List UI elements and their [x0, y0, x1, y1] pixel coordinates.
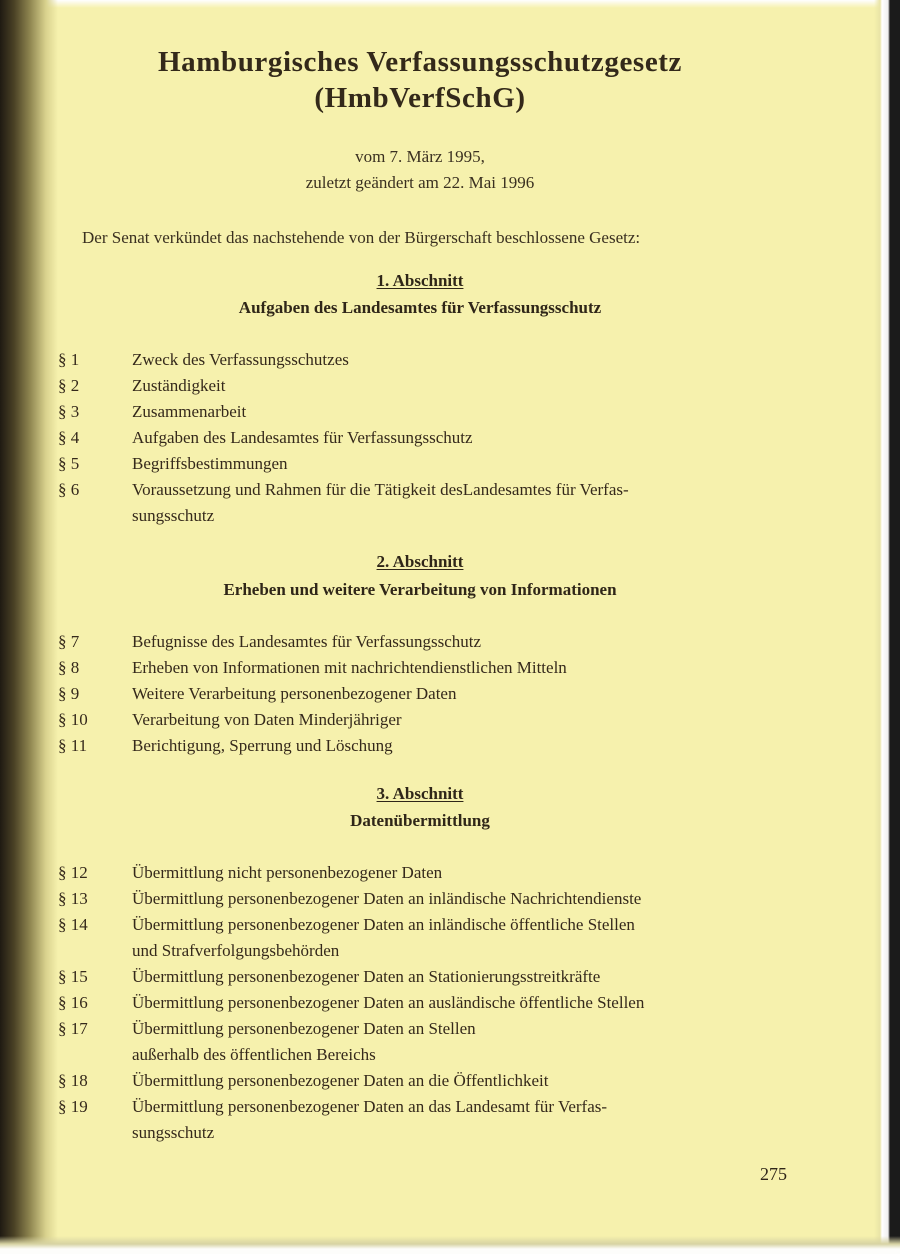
paragraph-title: Übermittlung personenbezogener Daten an Stationierungsstreitkräfte [132, 967, 601, 986]
paragraph-title: Übermittlung personenbezogener Daten an inländische öffentliche Stellen [132, 915, 635, 934]
paragraph-number: § 5 [58, 454, 80, 473]
paragraph-number: § 9 [58, 684, 80, 703]
page-top-edge [0, 0, 900, 8]
paragraph-number: § 12 [58, 863, 88, 882]
paragraph-title-continuation: sungsschutz [132, 506, 215, 525]
paragraph-title-continuation: und Strafverfolgungsbehörden [132, 941, 340, 960]
paragraph-title: Zusammenarbeit [132, 402, 247, 421]
paragraph-number: § 16 [58, 993, 88, 1012]
paragraph-number: § 4 [58, 428, 80, 447]
paragraph-number: § 15 [58, 967, 88, 986]
paragraph-number: § 3 [58, 402, 80, 421]
paragraph-title: Berichtigung, Sperrung und Löschung [132, 736, 393, 755]
paragraph-title: Weitere Verarbeitung personenbezogener Daten [132, 684, 457, 703]
page-right-edge [874, 0, 900, 1254]
paragraph-number: § 13 [58, 889, 88, 908]
paragraph-number: § 19 [58, 1097, 88, 1116]
paragraph-number: § 2 [58, 376, 80, 395]
paragraph-number: § 10 [58, 710, 88, 729]
paragraph-number: § 17 [58, 1019, 88, 1038]
section-3-label: 3. Abschnitt [376, 784, 464, 803]
paragraph-number: § 6 [58, 480, 80, 499]
paragraph-number: § 7 [58, 632, 80, 651]
paragraph-number: § 18 [58, 1071, 88, 1090]
law-abbreviation: (HmbVerfSchG) [314, 82, 526, 114]
section-2-title: Erheben und weitere Verarbeitung von Informationen [223, 580, 617, 599]
paragraph-title: Zweck des Verfassungsschutzes [132, 350, 349, 369]
section-3-title: Datenübermittlung [350, 811, 490, 830]
enactment-date: vom 7. März 1995, [355, 147, 485, 166]
paragraph-title: Zuständigkeit [132, 376, 226, 395]
paragraph-title: Begriffsbestimmungen [132, 454, 288, 473]
paragraph-title: Voraussetzung und Rahmen für die Tätigkeit desLandesamtes für Verfas- [132, 480, 629, 499]
paragraph-number: § 1 [58, 350, 80, 369]
paragraph-title: Übermittlung personenbezogener Daten an die Öffentlichkeit [132, 1071, 549, 1090]
law-title: Hamburgisches Verfassungsschutzgesetz [157, 46, 683, 78]
paragraph-title: Übermittlung nicht personenbezogener Daten [132, 863, 443, 882]
section-2-label: 2. Abschnitt [376, 552, 464, 571]
paragraph-title-continuation: sungsschutz [132, 1123, 215, 1142]
section-1-title: Aufgaben des Landesamtes für Verfassungsschutz [238, 298, 602, 317]
paragraph-title: Übermittlung personenbezogener Daten an ausländische öffentliche Stellen [132, 993, 645, 1012]
paragraph-title: Aufgaben des Landesamtes für Verfassungsschutz [132, 428, 473, 447]
section-1-label: 1. Abschnitt [376, 271, 464, 290]
paragraph-number: § 14 [58, 915, 88, 934]
paragraph-title: Erheben von Informationen mit nachrichtendienstlichen Mitteln [132, 658, 567, 677]
paragraph-title: Übermittlung personenbezogener Daten an inländische Nachrichtendienste [132, 889, 642, 908]
paragraph-title: Übermittlung personenbezogener Daten an Stellen [132, 1019, 476, 1038]
paragraph-title: Verarbeitung von Daten Minderjähriger [132, 710, 402, 729]
paragraph-title: Befugnisse des Landesamtes für Verfassungsschutz [132, 632, 482, 651]
promulgation-sentence: Der Senat verkündet das nachstehende von der Bürgerschaft beschlossene Gesetz: [82, 228, 641, 247]
spine-shadow [0, 0, 58, 1254]
paragraph-number: § 8 [58, 658, 80, 677]
page-number: 275 [760, 1164, 787, 1184]
amendment-date: zuletzt geändert am 22. Mai 1996 [305, 173, 535, 192]
paragraph-title: Übermittlung personenbezogener Daten an das Landesamt für Verfas- [132, 1097, 608, 1116]
paragraph-title-continuation: außerhalb des öffentlichen Bereichs [132, 1045, 376, 1064]
page-bottom-edge [0, 1236, 900, 1254]
paragraph-number: § 11 [58, 736, 88, 755]
